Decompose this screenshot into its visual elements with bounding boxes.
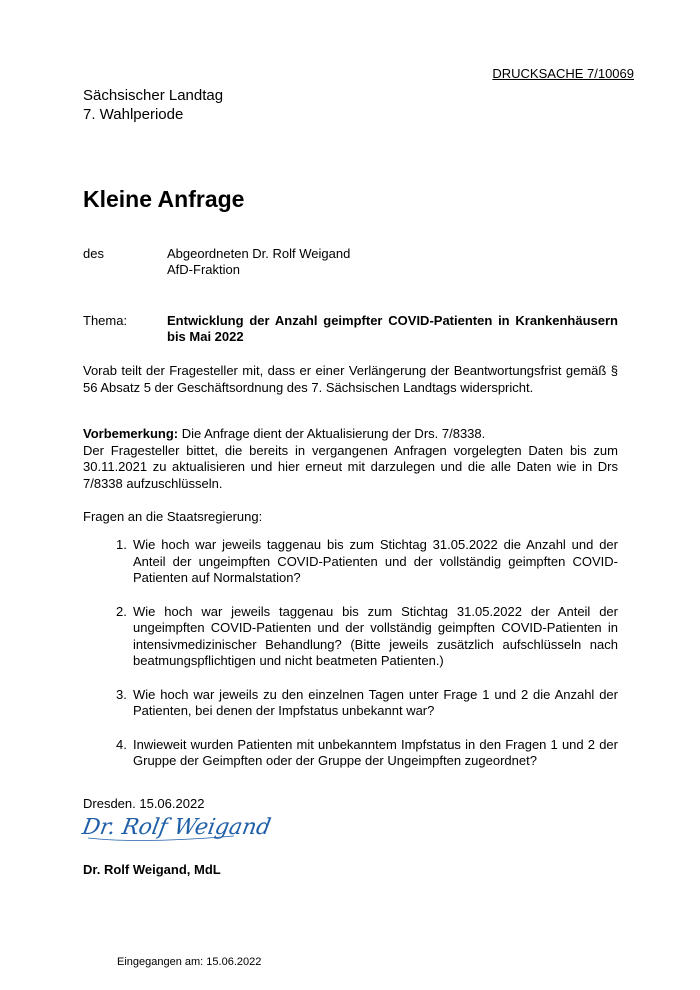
signer-name: Dr. Rolf Weigand, MdL	[83, 862, 221, 877]
question-item	[116, 737, 618, 770]
preliminary-first-line	[83, 426, 618, 443]
header-block	[83, 86, 223, 124]
topic-label: Thema:	[83, 313, 128, 328]
question-item	[116, 604, 618, 670]
handwritten-signature	[80, 808, 273, 844]
author-label: des	[83, 246, 104, 261]
question-text: Wie hoch war jeweils zu den einzelnen Tagen unter Frage 1 und 2 die Anzahl der Patienten, bei denen der Impfstatus unbekannt war?	[133, 686, 618, 718]
preliminary-text: Der Fragesteller bittet, die bereits in vergangenen Anfragen vorgelegten Daten bis zum 30.11.2021 zu aktualisieren und hier erneut mit darzulegen und die alle Daten wie in Drs 7/8338 aufzuschlüsseln.	[83, 442, 618, 491]
document-number: DRUCKSACHE 7/10069	[492, 66, 634, 81]
preliminary-label: Vorbemerkung:	[83, 426, 179, 441]
author-faction: AfD-Fraktion	[167, 262, 240, 277]
question-text: Inwieweit wurden Patienten mit unbekanntem Impfstatus in den Fragen 1 und 2 der Gruppe der Geimpften oder der Gruppe der Ungeimpften zugeordnet?	[133, 736, 618, 768]
author-name: Abgeordneten Dr. Rolf Weigand	[167, 246, 351, 261]
question-number: 3.	[116, 686, 127, 702]
question-text: Wie hoch war jeweils taggenau bis zum Stichtag 31.05.2022 der Anteil der ungeimpften COVID-Patienten und der vollständig geimpften COVID-Patienten in intensivmedizinischer Behandlung? (Bitte jeweils zusätzlich aufschlüsseln nach beatmungspflichtigen und nicht beatmeten Patienten.)	[133, 603, 618, 668]
question-item	[116, 537, 618, 587]
preliminary-line1: Die Anfrage dient der Aktualisierung der Drs. 7/8338.	[181, 426, 486, 441]
parliament-name: Sächsischer Landtag	[83, 87, 224, 104]
received-stamp: Eingegangen am: 15.06.2022	[117, 956, 262, 968]
legislative-period: 7. Wahlperiode	[83, 106, 184, 123]
signature-script: Dr. Rolf Weigand	[80, 814, 273, 840]
question-number: 2.	[116, 603, 127, 619]
topic-text: Entwicklung der Anzahl geimpfter COVID-Patienten in Krankenhäusern bis Mai 2022	[167, 313, 618, 344]
question-text: Wie hoch war jeweils taggenau bis zum Stichtag 31.05.2022 die Anzahl und der Anteil der ungeimpften COVID-Patienten und der vollständig geimpften COVID-Patienten auf Normalstation?	[133, 537, 618, 585]
questions-list	[116, 537, 618, 787]
question-number: 1.	[116, 537, 127, 552]
questions-intro: Fragen an die Staatsregierung:	[83, 509, 263, 524]
date-line: Dresden. 15.06.2022	[83, 796, 205, 811]
question-number: 4.	[116, 736, 127, 752]
preliminary-remark	[83, 426, 618, 492]
intro-paragraph: Vorab teilt der Fragesteller mit, dass er einer Verlängerung der Beantwortungsfrist gemäß § 56 Absatz 5 der Geschäftsordnung des 7. Sächsischen Landtags widerspricht.	[83, 363, 618, 395]
document-title: Kleine Anfrage	[83, 186, 245, 212]
author-details	[167, 246, 467, 278]
question-item	[116, 687, 618, 720]
